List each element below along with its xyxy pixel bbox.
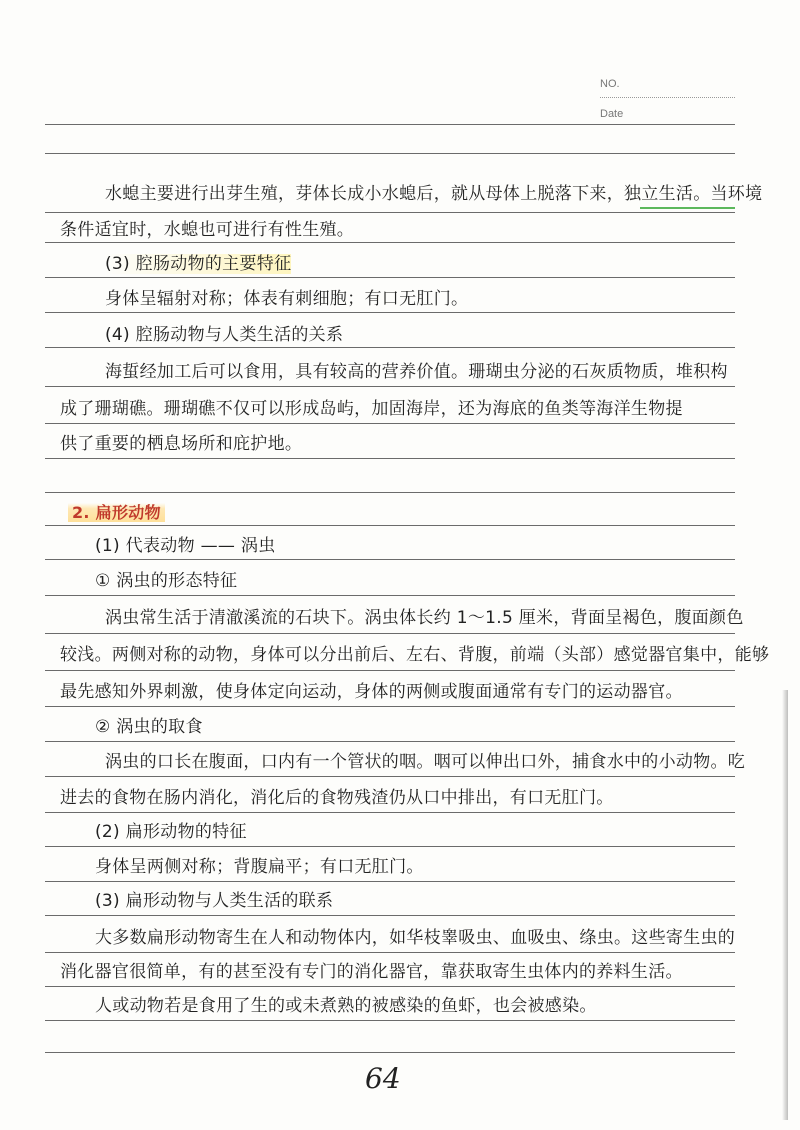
section2-item2-line2: 进去的食物在肠内消化，消化后的食物残渣仍从口中排出，有口无肛门。 bbox=[60, 788, 614, 808]
ruled-line bbox=[45, 525, 735, 526]
section2-sub3-line2: 消化器官很简单，有的甚至没有专门的消化器官，靠获取寄生虫体内的养料生活。 bbox=[60, 962, 683, 982]
section1-para1-line1: 水螅主要进行出芽生殖，芽体长成小水螅后，就从母体上脱落下来，独立生活。当环境 bbox=[105, 184, 763, 204]
ruled-line bbox=[45, 492, 735, 493]
ruled-line bbox=[45, 1052, 735, 1053]
section2-sub2-text: 身体呈两侧对称；背腹扁平；有口无肛门。 bbox=[95, 857, 424, 877]
section2-heading-text: 2. 扁形动物 bbox=[68, 503, 165, 522]
ruled-line bbox=[45, 915, 735, 916]
ruled-line bbox=[45, 124, 735, 125]
ruled-line bbox=[45, 347, 735, 348]
section1-sub3-text: 身体呈辐射对称；体表有刺细胞；有口无肛门。 bbox=[105, 289, 469, 309]
section1-sub4-line2: 成了珊瑚礁。珊瑚礁不仅可以形成岛屿，加固海岸，还为海底的鱼类等海洋生物提 bbox=[60, 399, 683, 419]
section2-sub3-line3: 人或动物若是食用了生的或未煮熟的被感染的鱼虾，也会被感染。 bbox=[95, 996, 597, 1016]
section2-heading bbox=[68, 503, 165, 523]
ruled-line bbox=[45, 277, 735, 278]
section1-sub4-line1: 海蜇经加工后可以食用，具有较高的营养价值。珊瑚虫分泌的石灰质物质，堆积构 bbox=[105, 362, 728, 382]
section2-item1-heading: ① 涡虫的形态特征 bbox=[95, 571, 238, 591]
ruled-line bbox=[45, 312, 735, 313]
ruled-line bbox=[45, 559, 735, 560]
header-date-label: Date bbox=[600, 108, 624, 120]
page-number: 64 bbox=[365, 1062, 401, 1095]
ruled-line bbox=[45, 881, 735, 882]
ruled-line bbox=[45, 153, 735, 154]
section2-item2-line1: 涡虫的口长在腹面，口内有一个管状的咽。咽可以伸出口外，捕食水中的小动物。吃 bbox=[105, 752, 746, 772]
header-no-label: NO. bbox=[600, 78, 620, 90]
section2-item1-line2: 较浅。两侧对称的动物，身体可以分出前后、左右、背腹，前端（头部）感觉器官集中，能够 bbox=[60, 645, 770, 665]
section2-item1-line3: 最先感知外界刺激，使身体定向运动，身体的两侧或腹面通常有专门的运动器官。 bbox=[60, 682, 683, 702]
green-pen-underline bbox=[640, 207, 735, 209]
ruled-line bbox=[45, 633, 735, 634]
section2-item2-heading: ② 涡虫的取食 bbox=[95, 717, 203, 737]
ruled-line bbox=[45, 242, 735, 243]
ruled-line bbox=[45, 386, 735, 387]
section1-sub3-heading-text: (3) 腔肠动物的主要特征 bbox=[105, 254, 292, 274]
section2-sub3-heading: (3) 扁形动物与人类生活的联系 bbox=[95, 891, 334, 911]
ruled-line bbox=[45, 741, 735, 742]
page-edge-shadow bbox=[782, 690, 788, 1120]
ruled-line bbox=[45, 423, 735, 424]
section1-para1-line2: 条件适宜时，水螅也可进行有性生殖。 bbox=[60, 220, 355, 240]
section1-sub4-line3: 供了重要的栖息场所和庇护地。 bbox=[60, 434, 303, 454]
ruled-line bbox=[45, 986, 735, 987]
section1-sub4-heading: (4) 腔肠动物与人类生活的关系 bbox=[105, 325, 344, 345]
ruled-line bbox=[45, 1020, 735, 1021]
ruled-line bbox=[45, 595, 735, 596]
header-no-dotted-line bbox=[600, 97, 735, 98]
section2-sub1-heading: (1) 代表动物 —— 涡虫 bbox=[95, 536, 276, 556]
section2-sub3-line1: 大多数扁形动物寄生在人和动物体内，如华枝睾吸虫、血吸虫、绦虫。这些寄生虫的 bbox=[95, 928, 736, 948]
ruled-line bbox=[45, 706, 735, 707]
ruled-line bbox=[45, 952, 735, 953]
ruled-line bbox=[45, 670, 735, 671]
section1-sub3-heading bbox=[105, 254, 291, 274]
section2-sub2-heading: (2) 扁形动物的特征 bbox=[95, 822, 247, 842]
ruled-line bbox=[45, 812, 735, 813]
section2-item1-line1: 涡虫常生活于清澈溪流的石块下。涡虫体长约 1～1.5 厘米，背面呈褐色，腹面颜色 bbox=[105, 608, 744, 628]
ruled-line bbox=[45, 776, 735, 777]
ruled-line bbox=[45, 212, 735, 213]
ruled-line bbox=[45, 458, 735, 459]
ruled-line bbox=[45, 846, 735, 847]
